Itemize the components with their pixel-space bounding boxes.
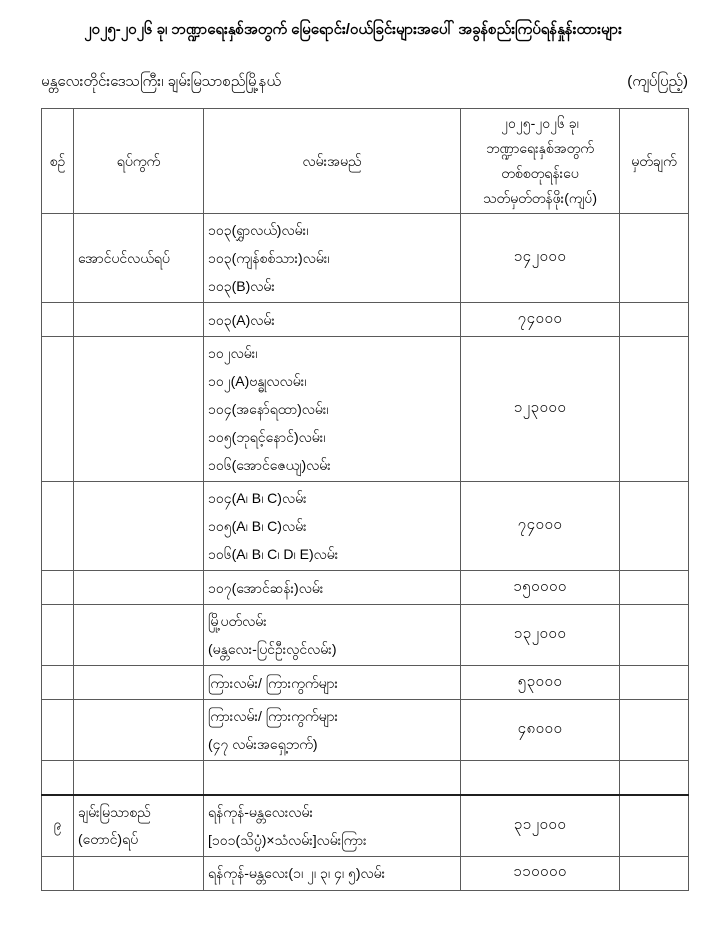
street-line: ၁၀၂လမ်း၊: [208, 345, 258, 361]
ward-line: ချမ်းမြသာစည်: [78, 803, 151, 820]
cell-serial-no: [42, 571, 74, 605]
header-value-lines: [465, 111, 615, 211]
cell-assessed-value: ၅၃၀၀၀: [461, 666, 620, 700]
street-line: ကြားလမ်း/ ကြားကွက်များ: [208, 708, 339, 724]
street-line: ၁၀၃(ရွှာလယ်)လမ်း၊: [208, 222, 309, 238]
cell-serial-no: [42, 337, 74, 482]
cell-assessed-value: ၁၅၀၀၀၀: [461, 571, 620, 605]
cell-street-name: [204, 666, 461, 700]
table-row: [42, 482, 689, 571]
header-remark: မှတ်ချက်: [620, 109, 689, 214]
header-ward: ရပ်ကွက်: [74, 109, 204, 214]
cell-ward: [74, 303, 204, 337]
street-line: ၁၀၇(အောင်ဆန်း)လမ်း: [208, 579, 324, 596]
cell-street-name: [204, 605, 461, 666]
cell-remark: [620, 482, 689, 571]
cell-remark: [620, 337, 689, 482]
cell-serial-no: [42, 303, 74, 337]
cell-assessed-value: ၄၈၀၀၀: [461, 700, 620, 761]
cell-assessed-value: ၁၄၂၀၀၀: [461, 214, 620, 303]
subtitle-row: [41, 70, 688, 94]
cell-ward: [74, 214, 204, 303]
cell-ward: [74, 761, 204, 795]
cell-remark: [620, 303, 689, 337]
cell-street-name: [204, 761, 461, 795]
cell-street-name: [204, 214, 461, 303]
cell-serial-no: [42, 856, 74, 890]
cell-street-name: [204, 700, 461, 761]
currency-unit-note: (ကျပ်ပြည့်): [627, 73, 688, 90]
cell-street-name: [204, 482, 461, 571]
ward-line: အောင်ပင်လယ်ရပ်: [78, 249, 170, 266]
cell-serial-no: [42, 700, 74, 761]
table-row: [42, 337, 689, 482]
street-line: ရန်ကုန်-မန္တလေးလမ်း: [208, 803, 314, 820]
cell-assessed-value: ၃၁၂၀၀၀: [461, 795, 620, 857]
header-street: လမ်းအမည်: [204, 109, 461, 214]
table-row: [42, 666, 689, 700]
cell-assessed-value: ၇၄၀၀၀: [461, 303, 620, 337]
table-row: [42, 700, 689, 761]
cell-street-name: [204, 795, 461, 857]
header-value: [461, 109, 620, 214]
street-line: ၁၀၃(A)လမ်း: [208, 311, 275, 328]
table-row: [42, 571, 689, 605]
cell-ward: [74, 700, 204, 761]
street-line: ၁၀၆(A၊ B၊ C၊ D၊ E)လမ်း: [208, 546, 339, 562]
header-value-line: တစ်စတုရန်းပေ: [501, 165, 579, 181]
cell-remark: [620, 214, 689, 303]
cell-serial-no: ၉: [42, 795, 74, 857]
cell-serial-no: [42, 482, 74, 571]
cell-assessed-value: ၁၃၂၀၀၀: [461, 605, 620, 666]
region-township-label: မန္တလေးတိုင်းဒေသကြီး၊ ချမ်းမြသာစည်မြို့နယ်: [41, 73, 282, 90]
street-line: ရန်ကုန်-မန္တလေး(၁၊ ၂၊ ၃၊ ၄၊ ၅)လမ်း: [208, 865, 386, 881]
header-value-line: ၂၀၂၅-၂၀၂၆ ခု၊: [501, 115, 579, 131]
cell-remark: [620, 761, 689, 795]
header-no: စဉ်: [42, 109, 74, 214]
page-title: ၂၀၂၅-၂၀၂၆ ခု၊ ဘဏ္ဍာရေးနှစ်အတွက် မြေရောင်း/ဝယ်ခြင်းများအပေါ် အခွန်စည်းကြပ်ရန်နှုန်းထားများ: [84, 21, 622, 38]
cell-street-name: [204, 856, 461, 890]
table-row: [42, 856, 689, 890]
cell-ward: [74, 337, 204, 482]
street-line: ၁၀၄(အနော်ရထာ)လမ်း၊: [208, 401, 329, 417]
ward-line: (တောင်)ရပ်: [78, 830, 139, 847]
cell-ward: [74, 666, 204, 700]
cell-ward: [74, 856, 204, 890]
street-line: ၁၀၆(အောင်ဇေယျ)လမ်း: [208, 457, 331, 473]
cell-remark: [620, 856, 689, 890]
table-body: [42, 214, 689, 891]
cell-remark: [620, 795, 689, 857]
street-line: [၁၀၁(သိပ္ပံ)×သံလမ်း]လမ်းကြား: [208, 831, 367, 848]
cell-ward: [74, 571, 204, 605]
cell-street-name: [204, 337, 461, 482]
cell-serial-no: [42, 666, 74, 700]
street-line: ၁၀၃(B)လမ်း: [208, 278, 275, 294]
header-value-line: ဘဏ္ဍာရေးနှစ်အတွက်: [486, 140, 594, 156]
table-row: [42, 303, 689, 337]
cell-remark: [620, 605, 689, 666]
table-header-row: [42, 109, 689, 214]
header-value-line: သတ်မှတ်တန်ဖိုး(ကျပ်): [482, 190, 597, 206]
street-line: ကြားလမ်း/ ကြားကွက်များ: [208, 674, 339, 691]
street-line: ၁၀၅(A၊ B၊ C)လမ်း: [208, 518, 307, 534]
cell-serial-no: [42, 761, 74, 795]
cell-assessed-value: ၁၂၃၀၀၀: [461, 337, 620, 482]
tax-rate-table: [41, 108, 689, 891]
street-line: (မန္တလေး-ပြင်ဦးလွင်လမ်း): [208, 641, 337, 657]
cell-remark: [620, 666, 689, 700]
cell-remark: [620, 700, 689, 761]
cell-remark: [620, 571, 689, 605]
cell-assessed-value: [461, 761, 620, 795]
table-row: [42, 214, 689, 303]
cell-serial-no: [42, 214, 74, 303]
table-row: [42, 761, 689, 795]
street-line: ၁၀၃(ကျန်စစ်သား)လမ်း၊: [208, 250, 330, 266]
cell-assessed-value: ၇၄၀၀၀: [461, 482, 620, 571]
cell-ward: [74, 605, 204, 666]
cell-street-name: [204, 303, 461, 337]
cell-street-name: [204, 571, 461, 605]
street-line: ၁၀၅(ဘုရင့်နောင်)လမ်း၊: [208, 429, 326, 445]
street-line: မြို့ပတ်လမ်း: [208, 613, 267, 629]
cell-ward: [74, 795, 204, 857]
table-row: [42, 795, 689, 857]
street-line: ၁၀၂(A)ဗန္ဓုလလမ်း၊: [208, 373, 307, 389]
cell-ward: [74, 482, 204, 571]
cell-assessed-value: ၁၁၀၀၀၀: [461, 856, 620, 890]
table-row: [42, 605, 689, 666]
street-line: (၄၇ လမ်းအရှေ့ဘက်): [208, 736, 318, 752]
street-line: ၁၀၄(A၊ B၊ C)လမ်း: [208, 490, 307, 506]
cell-serial-no: [42, 605, 74, 666]
